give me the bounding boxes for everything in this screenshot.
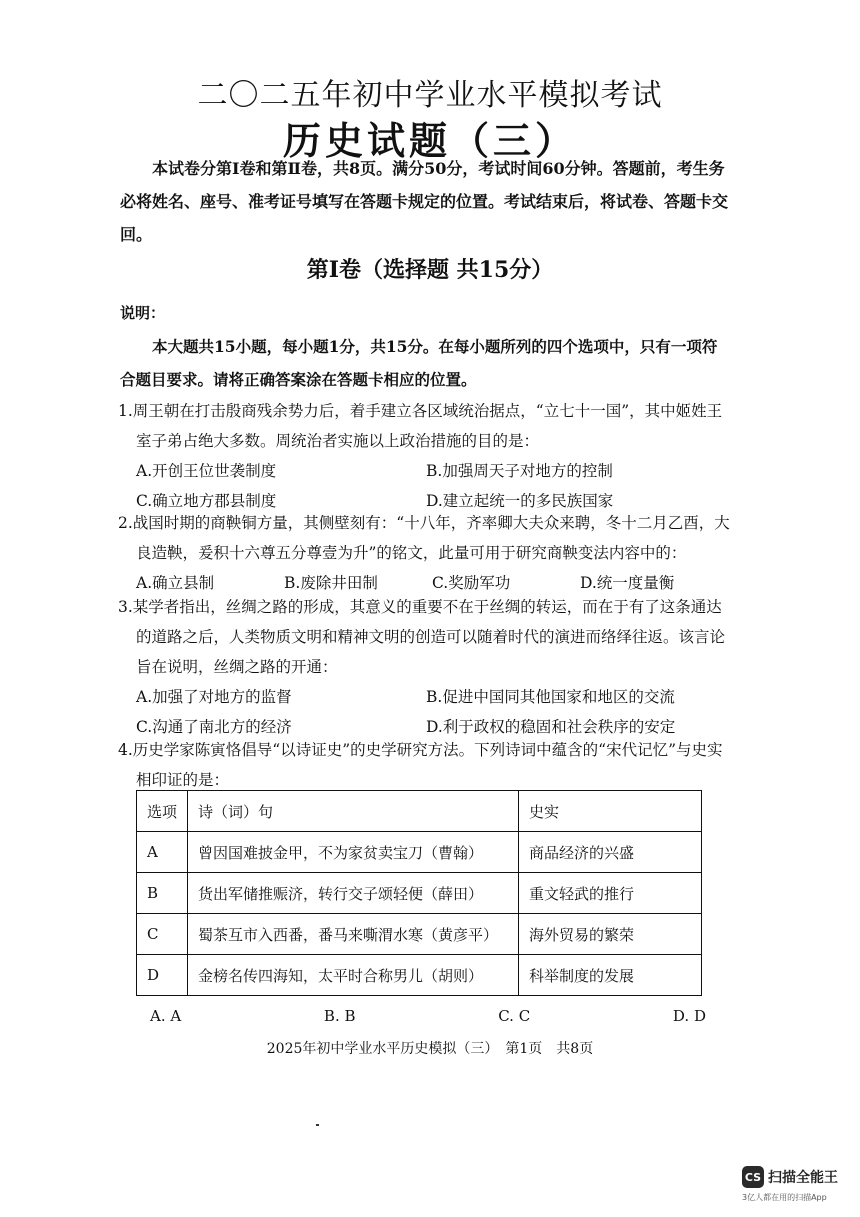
question-1-option-a: A.开创王位世袭制度 (136, 462, 277, 480)
question-1-option-d: D.建立起统一的多民族国家 (426, 492, 614, 510)
scanner-tagline: 3亿人都在用的扫描App (742, 1193, 827, 1202)
question-3 (118, 592, 734, 742)
table-cell: 金榜名传四海知，太平时合称男儿（胡则） (188, 955, 519, 996)
question-4 (118, 735, 734, 795)
table-header-cell: 史实 (519, 791, 702, 832)
table-cell: D (137, 955, 188, 996)
table-cell: 曾因国难披金甲，不为家贫卖宝刀（曹翰） (188, 832, 519, 873)
question-2-stem: 2.战国时期的商鞅铜方量，其侧壁刻有：“十八年，齐率卿大夫众来聘，冬十二月乙酉，大良造鞅，爰积十六尊五分尊壹为升”的铭文，此量可用于研究商鞅变法内容中的： (118, 514, 730, 562)
question-4-options (150, 1007, 706, 1025)
question-1 (118, 396, 734, 516)
question-1-options (118, 456, 734, 516)
question-2-option-b: B.废除井田制 (284, 574, 378, 592)
table-cell: 货出军储推赈济，转行交子颂轻便（薛田） (188, 873, 519, 914)
table-cell: A (137, 832, 188, 873)
table-cell: 重文轻武的推行 (519, 873, 702, 914)
question-3-option-a: A.加强了对地方的监督 (136, 688, 292, 706)
question-4-option-d: D. D (672, 1007, 706, 1025)
table-cell: 商品经济的兴盛 (519, 832, 702, 873)
table-header-cell: 诗（词）句 (188, 791, 519, 832)
question-3-option-b: B.促进中国同其他国家和地区的交流 (426, 688, 675, 706)
question-1-option-b: B.加强周天子对地方的控制 (426, 462, 613, 480)
table-cell: B (137, 873, 188, 914)
question-3-stem: 3.某学者指出，丝绸之路的形成，其意义的重要不在于丝绸的转运，而在于有了这条通达的道路之后，人类物质文明和精神文明的创造可以随着时代的演进而络绎往返。该言论旨在说明，丝绸之路的开通： (118, 598, 726, 676)
question-1-option-c: C.确立地方郡县制度 (136, 492, 277, 510)
table-cell: 蜀茶互市入西番，番马来嘶渭水寒（黄彦平） (188, 914, 519, 955)
question-1-stem: 1.周王朝在打击殷商残余势力后，着手建立各区域统治据点，“立七十一国”，其中姬姓王室子弟占绝大多数。周统治者实施以上政治措施的目的是： (118, 402, 723, 450)
table-header-row (137, 791, 702, 832)
table-cell: 海外贸易的繁荣 (519, 914, 702, 955)
question-2-option-d: D.统一度量衡 (580, 574, 675, 592)
table-row (137, 955, 702, 996)
question-3-option-d: D.利于政权的稳固和社会秩序的安定 (426, 718, 676, 736)
table-cell: 科举制度的发展 (519, 955, 702, 996)
table-row (137, 873, 702, 914)
question-3-options (118, 682, 734, 742)
scan-speck (316, 1124, 319, 1126)
note-body: 本大题共15小题，每小题1分，共15分。在每小题所列的四个选项中，只有一项符合题目要求。请将正确答案涂在答题卡相应的位置。 (120, 337, 718, 389)
scanner-watermark (742, 1166, 838, 1188)
question-2 (118, 508, 734, 598)
question-2-option-c: C.奖励军功 (432, 574, 511, 592)
page-footer: 2025年初中学业水平历史模拟（三） 第1页 共8页 (266, 1041, 594, 1057)
scanner-app-name: 扫描全能王 (768, 1170, 838, 1186)
exam-title: 二〇二五年初中学业水平模拟考试 (197, 78, 663, 113)
question-3-option-c: C.沟通了南北方的经济 (136, 718, 292, 736)
section-title: 第Ⅰ卷（选择题 共15分） (306, 257, 554, 283)
question-4-option-a: A. A (150, 1007, 182, 1025)
question-4-table (136, 790, 702, 996)
table-row (137, 914, 702, 955)
question-4-stem: 4.历史学家陈寅恪倡导“以诗证史”的史学研究方法。下列诗词中蕴含的“宋代记忆”与史实相印证的是： (118, 741, 723, 789)
table-row (137, 832, 702, 873)
note-label: 说明： (120, 304, 166, 322)
question-4-option-c: C. C (498, 1007, 531, 1025)
table-cell: C (137, 914, 188, 955)
question-2-option-a: A.确立县制 (136, 574, 215, 592)
scanner-logo-icon: CS (742, 1166, 764, 1188)
exam-subtitle: 历史试题（三） (282, 118, 577, 163)
question-4-option-b: B. B (323, 1007, 356, 1025)
table-header-cell: 选项 (137, 791, 188, 832)
exam-instructions: 本试卷分第Ⅰ卷和第Ⅱ卷，共8页。满分50分，考试时间60分钟。答题前，考生务必将姓名、座号、准考证号填写在答题卡规定的位置。考试结束后，将试卷、答题卡交回。 (120, 159, 729, 244)
